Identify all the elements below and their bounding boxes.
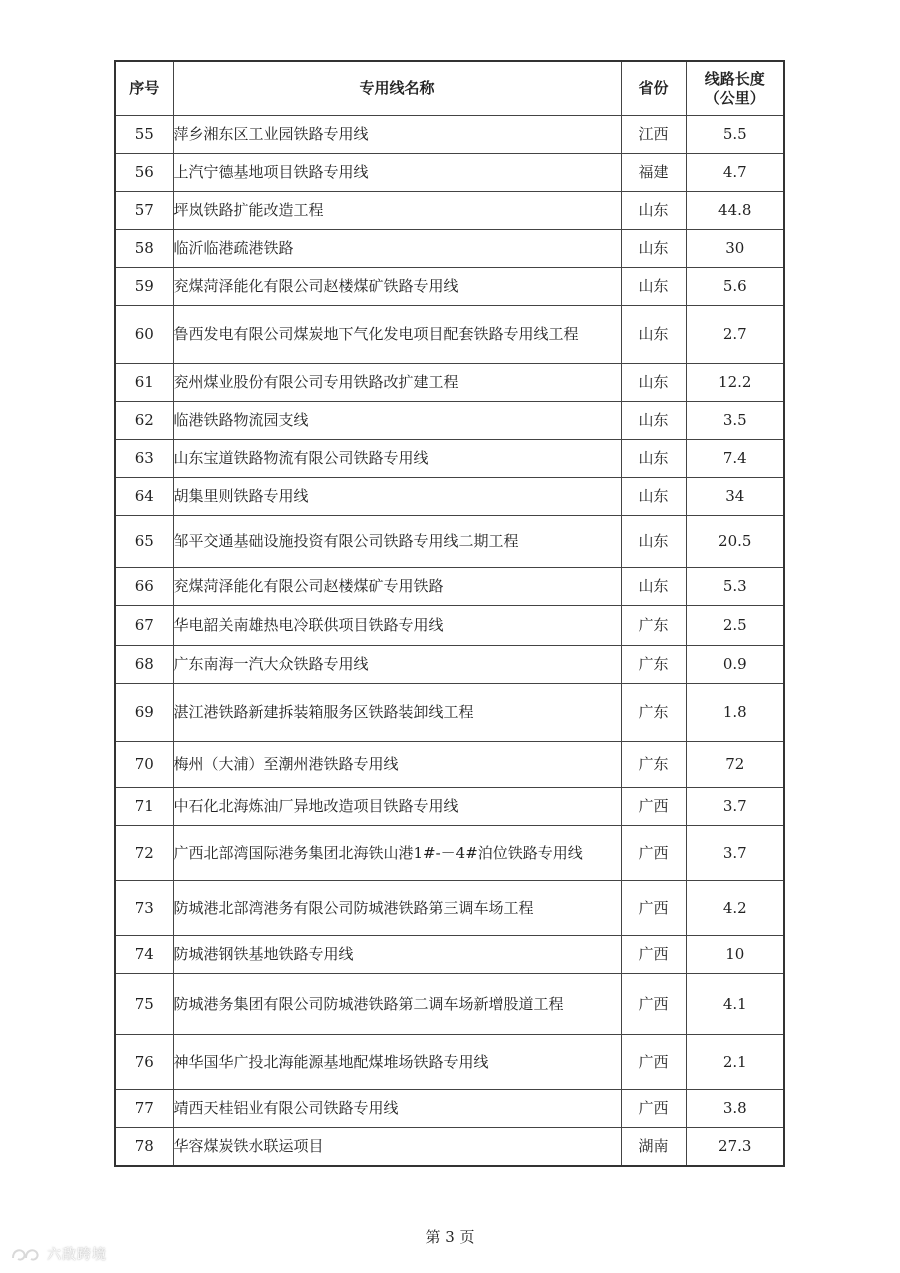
header-length bbox=[686, 61, 784, 116]
cell-name: 防城港钢铁基地铁路专用线 bbox=[173, 936, 621, 974]
cell-province: 广西 bbox=[621, 881, 686, 936]
cell-name: 邹平交通基础设施投资有限公司铁路专用线二期工程 bbox=[173, 516, 621, 568]
cell-no: 61 bbox=[115, 364, 173, 402]
table-row bbox=[115, 230, 784, 268]
cell-name: 防城港北部湾港务有限公司防城港铁路第三调车场工程 bbox=[173, 881, 621, 936]
table-row bbox=[115, 440, 784, 478]
cell-no: 76 bbox=[115, 1035, 173, 1090]
cell-no: 78 bbox=[115, 1128, 173, 1166]
cell-no: 63 bbox=[115, 440, 173, 478]
cell-name: 湛江港铁路新建拆装箱服务区铁路装卸线工程 bbox=[173, 684, 621, 742]
cell-province: 广西 bbox=[621, 1090, 686, 1128]
table-row bbox=[115, 936, 784, 974]
cell-name: 兖煤菏泽能化有限公司赵楼煤矿专用铁路 bbox=[173, 568, 621, 606]
table-row bbox=[115, 192, 784, 230]
cell-length: 3.8 bbox=[686, 1090, 784, 1128]
cell-name: 防城港务集团有限公司防城港铁路第二调车场新增股道工程 bbox=[173, 974, 621, 1035]
cell-no: 57 bbox=[115, 192, 173, 230]
cell-length: 4.1 bbox=[686, 974, 784, 1035]
cell-province: 广西 bbox=[621, 826, 686, 881]
table-row bbox=[115, 684, 784, 742]
cell-length: 5.5 bbox=[686, 116, 784, 154]
table-row bbox=[115, 881, 784, 936]
cell-length: 2.7 bbox=[686, 306, 784, 364]
cell-length: 72 bbox=[686, 742, 784, 788]
cell-length: 12.2 bbox=[686, 364, 784, 402]
watermark-text: 六敌跨境 bbox=[47, 1247, 107, 1263]
cell-no: 68 bbox=[115, 646, 173, 684]
cell-no: 60 bbox=[115, 306, 173, 364]
table-row bbox=[115, 478, 784, 516]
table-row bbox=[115, 826, 784, 881]
cell-no: 67 bbox=[115, 606, 173, 646]
cell-no: 64 bbox=[115, 478, 173, 516]
cell-length: 2.5 bbox=[686, 606, 784, 646]
header-length-line1: 线路长度 bbox=[704, 69, 765, 88]
cell-no: 69 bbox=[115, 684, 173, 742]
cell-province: 山东 bbox=[621, 268, 686, 306]
cell-name: 中石化北海炼油厂异地改造项目铁路专用线 bbox=[173, 788, 621, 826]
cell-province: 广东 bbox=[621, 646, 686, 684]
header-no: 序号 bbox=[115, 61, 173, 116]
cell-province: 广西 bbox=[621, 974, 686, 1035]
cell-no: 70 bbox=[115, 742, 173, 788]
table-header-row bbox=[115, 61, 784, 116]
cell-name: 靖西天桂铝业有限公司铁路专用线 bbox=[173, 1090, 621, 1128]
cell-province: 广西 bbox=[621, 1035, 686, 1090]
cell-name: 胡集里则铁路专用线 bbox=[173, 478, 621, 516]
cell-name: 坪岚铁路扩能改造工程 bbox=[173, 192, 621, 230]
table-row bbox=[115, 268, 784, 306]
cell-length: 5.6 bbox=[686, 268, 784, 306]
cell-length: 20.5 bbox=[686, 516, 784, 568]
page-number: 第 3 页 bbox=[425, 1228, 475, 1246]
cell-no: 71 bbox=[115, 788, 173, 826]
cell-province: 广东 bbox=[621, 606, 686, 646]
table-row bbox=[115, 742, 784, 788]
table-row bbox=[115, 646, 784, 684]
cell-no: 65 bbox=[115, 516, 173, 568]
cell-no: 75 bbox=[115, 974, 173, 1035]
cell-province: 山东 bbox=[621, 516, 686, 568]
cell-province: 山东 bbox=[621, 402, 686, 440]
table-row bbox=[115, 306, 784, 364]
cell-name: 神华国华广投北海能源基地配煤堆场铁路专用线 bbox=[173, 1035, 621, 1090]
table-body bbox=[115, 116, 784, 1166]
cell-name: 临港铁路物流园支线 bbox=[173, 402, 621, 440]
cell-name: 兖州煤业股份有限公司专用铁路改扩建工程 bbox=[173, 364, 621, 402]
cell-province: 广东 bbox=[621, 684, 686, 742]
cell-province: 山东 bbox=[621, 364, 686, 402]
cell-name: 兖煤菏泽能化有限公司赵楼煤矿铁路专用线 bbox=[173, 268, 621, 306]
cell-length: 10 bbox=[686, 936, 784, 974]
cell-no: 56 bbox=[115, 154, 173, 192]
cell-name: 广东南海一汽大众铁路专用线 bbox=[173, 646, 621, 684]
cell-province: 江西 bbox=[621, 116, 686, 154]
cell-no: 59 bbox=[115, 268, 173, 306]
cell-no: 55 bbox=[115, 116, 173, 154]
cell-province: 山东 bbox=[621, 306, 686, 364]
table-row bbox=[115, 154, 784, 192]
header-length-line2: （公里） bbox=[704, 88, 765, 107]
cell-no: 73 bbox=[115, 881, 173, 936]
watermark-logo-icon bbox=[10, 1244, 42, 1264]
cell-length: 34 bbox=[686, 478, 784, 516]
cell-province: 山东 bbox=[621, 440, 686, 478]
header-province: 省份 bbox=[621, 61, 686, 116]
cell-no: 72 bbox=[115, 826, 173, 881]
cell-length: 4.2 bbox=[686, 881, 784, 936]
table-row bbox=[115, 1090, 784, 1128]
table-row bbox=[115, 516, 784, 568]
cell-length: 3.5 bbox=[686, 402, 784, 440]
cell-length: 4.7 bbox=[686, 154, 784, 192]
table-row bbox=[115, 568, 784, 606]
cell-province: 山东 bbox=[621, 192, 686, 230]
cell-province: 广东 bbox=[621, 742, 686, 788]
cell-length: 3.7 bbox=[686, 788, 784, 826]
table-row bbox=[115, 116, 784, 154]
header-name: 专用线名称 bbox=[173, 61, 621, 116]
cell-no: 62 bbox=[115, 402, 173, 440]
cell-length: 5.3 bbox=[686, 568, 784, 606]
cell-province: 山东 bbox=[621, 478, 686, 516]
cell-no: 66 bbox=[115, 568, 173, 606]
cell-province: 山东 bbox=[621, 230, 686, 268]
cell-name: 梅州（大浦）至潮州港铁路专用线 bbox=[173, 742, 621, 788]
cell-length: 1.8 bbox=[686, 684, 784, 742]
table-row bbox=[115, 1128, 784, 1166]
watermark bbox=[10, 1243, 107, 1265]
cell-name: 广西北部湾国际港务集团北海铁山港1#-－4#泊位铁路专用线 bbox=[173, 826, 621, 881]
cell-length: 0.9 bbox=[686, 646, 784, 684]
cell-no: 58 bbox=[115, 230, 173, 268]
cell-length: 44.8 bbox=[686, 192, 784, 230]
cell-name: 鲁西发电有限公司煤炭地下气化发电项目配套铁路专用线工程 bbox=[173, 306, 621, 364]
cell-no: 77 bbox=[115, 1090, 173, 1128]
cell-name: 临沂临港疏港铁路 bbox=[173, 230, 621, 268]
cell-length: 27.3 bbox=[686, 1128, 784, 1166]
cell-length: 3.7 bbox=[686, 826, 784, 881]
table-row bbox=[115, 364, 784, 402]
cell-province: 山东 bbox=[621, 568, 686, 606]
cell-province: 湖南 bbox=[621, 1128, 686, 1166]
table-row bbox=[115, 974, 784, 1035]
cell-name: 华容煤炭铁水联运项目 bbox=[173, 1128, 621, 1166]
cell-no: 74 bbox=[115, 936, 173, 974]
table-row bbox=[115, 606, 784, 646]
cell-province: 福建 bbox=[621, 154, 686, 192]
cell-province: 广西 bbox=[621, 936, 686, 974]
cell-name: 山东宝道铁路物流有限公司铁路专用线 bbox=[173, 440, 621, 478]
table-row bbox=[115, 1035, 784, 1090]
railway-lines-table bbox=[114, 60, 785, 1167]
cell-name: 萍乡湘东区工业园铁路专用线 bbox=[173, 116, 621, 154]
table-row bbox=[115, 788, 784, 826]
cell-length: 30 bbox=[686, 230, 784, 268]
table-row bbox=[115, 402, 784, 440]
cell-length: 7.4 bbox=[686, 440, 784, 478]
cell-length: 2.1 bbox=[686, 1035, 784, 1090]
cell-name: 华电韶关南雄热电冷联供项目铁路专用线 bbox=[173, 606, 621, 646]
cell-province: 广西 bbox=[621, 788, 686, 826]
cell-name: 上汽宁德基地项目铁路专用线 bbox=[173, 154, 621, 192]
